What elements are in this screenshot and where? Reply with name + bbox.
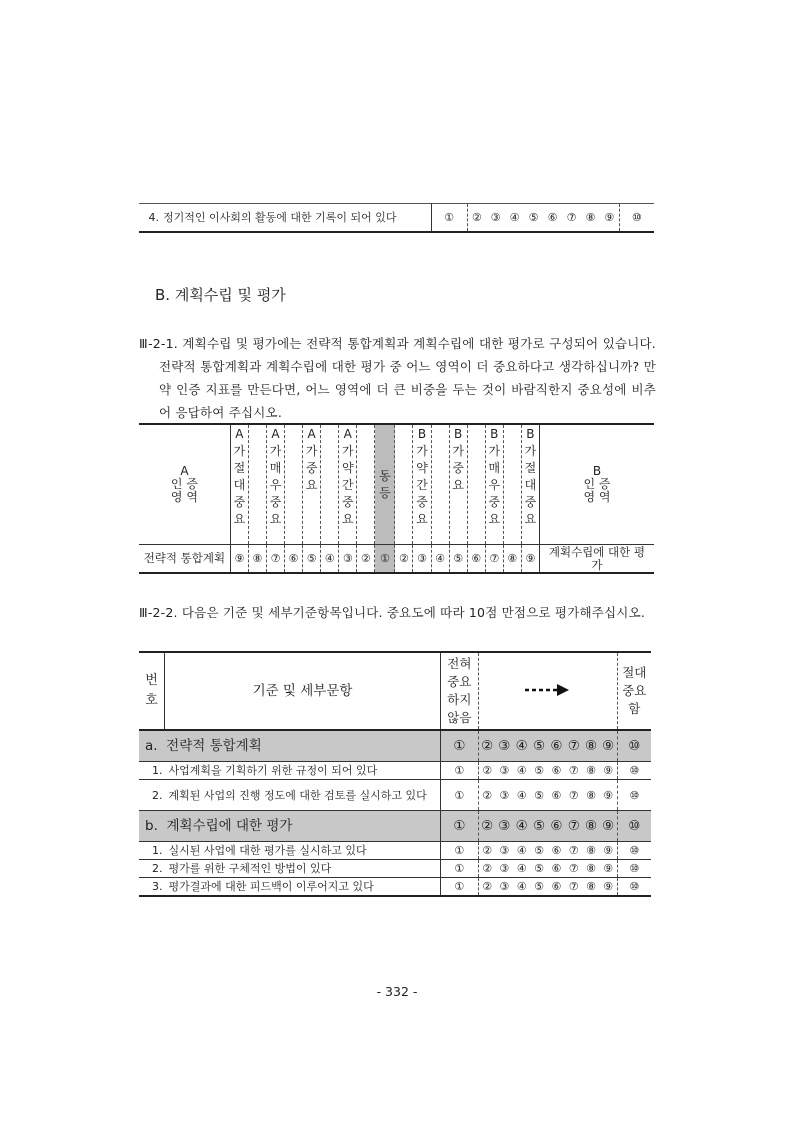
section-a-option-7[interactable]: ⑦ xyxy=(565,730,582,762)
rating-option-4[interactable]: ④ xyxy=(513,878,530,897)
col-b-slightly: B 가 약 간 중 요 xyxy=(413,424,431,545)
header-arrow xyxy=(478,652,617,730)
rating-option-7[interactable]: ⑦ xyxy=(565,842,582,860)
rating-option-2[interactable]: ② xyxy=(478,878,495,897)
question-2 xyxy=(139,601,656,624)
item-text: 계획된 사업의 진행 정도에 대한 검토를 실시하고 있다 xyxy=(165,780,441,811)
rating-option-5[interactable]: ⑤ xyxy=(530,842,547,860)
section-a-option-8[interactable]: ⑧ xyxy=(582,730,599,762)
rating-option-10[interactable]: ⑩ xyxy=(631,211,642,224)
pair-option-b6[interactable]: ⑥ xyxy=(467,545,485,574)
rating-option-9[interactable]: ⑨ xyxy=(600,762,617,780)
item-number: 2. xyxy=(139,860,165,878)
rating-option-2[interactable]: ② xyxy=(478,762,495,780)
rating-option-3[interactable]: ③ xyxy=(496,878,513,897)
section-row-a xyxy=(139,730,651,762)
rating-option-10[interactable]: ⑩ xyxy=(617,762,651,780)
criteria-rating-table xyxy=(139,651,651,897)
rating-option-6[interactable]: ⑥ xyxy=(548,860,565,878)
rating-option-10[interactable]: ⑩ xyxy=(617,842,651,860)
rating-option-10[interactable]: ⑩ xyxy=(617,878,651,897)
pair-option-b5[interactable]: ⑤ xyxy=(449,545,467,574)
pairwise-comparison-table xyxy=(139,423,654,574)
pair-option-a8[interactable]: ⑧ xyxy=(248,545,266,574)
section-a-option-3[interactable]: ③ xyxy=(496,730,513,762)
header-very-important: 절대 중요 함 xyxy=(617,652,651,730)
rating-option-9[interactable]: ⑨ xyxy=(600,842,617,860)
section-b-option-5[interactable]: ⑤ xyxy=(530,811,547,842)
rating-option-2[interactable]: ② xyxy=(478,780,495,811)
section-row-b xyxy=(139,811,651,842)
rating-option-8[interactable]: ⑧ xyxy=(582,878,599,897)
area-b-label: 계획수립에 대한 평가 xyxy=(548,544,646,572)
rating-option-1[interactable]: ① xyxy=(431,204,467,233)
rating-option-8[interactable]: ⑧ xyxy=(582,762,599,780)
item-text: 평가결과에 대한 피드백이 이루어지고 있다 xyxy=(165,878,441,897)
rating-option-1[interactable]: ① xyxy=(440,860,478,878)
rating-option-2[interactable]: ② xyxy=(478,860,495,878)
header-not-important: 전혀 중요 하지 않음 xyxy=(440,652,478,730)
question-2-label: Ⅲ-2-2. xyxy=(139,605,178,620)
pair-option-a3[interactable]: ③ xyxy=(339,545,357,574)
pair-option-b8[interactable]: ⑧ xyxy=(503,545,521,574)
rating-option-6[interactable]: ⑥ xyxy=(547,211,558,224)
item-number: 1. xyxy=(139,762,165,780)
rating-option-10[interactable]: ⑩ xyxy=(617,860,651,878)
item-text: 실시된 사업에 대한 평가를 실시하고 있다 xyxy=(165,842,441,860)
col-b-absolute: B 가 절 대 중 요 xyxy=(521,424,539,545)
rating-option-7[interactable]: ⑦ xyxy=(565,780,582,811)
pair-option-b2[interactable]: ② xyxy=(395,545,413,574)
pairwise-answer-row xyxy=(139,545,654,574)
rating-option-3[interactable]: ③ xyxy=(496,842,513,860)
pair-option-a7[interactable]: ⑦ xyxy=(266,545,284,574)
rating-option-1[interactable]: ① xyxy=(440,878,478,897)
row-text: 정기적인 이사회의 활동에 대한 기록이 되어 있다 xyxy=(161,204,431,233)
table-row xyxy=(139,860,651,878)
rating-option-3[interactable]: ③ xyxy=(496,780,513,811)
col-a-absolute: A 가 절 대 중 요 xyxy=(230,424,248,545)
rating-option-1[interactable]: ① xyxy=(440,762,478,780)
col-a-very: A 가 매 우 중 요 xyxy=(266,424,284,545)
section-heading: B. 계획수립 및 평가 xyxy=(155,286,286,304)
section-b-option-9[interactable]: ⑨ xyxy=(600,811,617,842)
pairwise-header-row xyxy=(139,424,654,545)
section-a-option-4[interactable]: ④ xyxy=(513,730,530,762)
pair-option-b4[interactable]: ④ xyxy=(431,545,449,574)
rating-option-5[interactable]: ⑤ xyxy=(530,780,547,811)
rating-option-6[interactable]: ⑥ xyxy=(548,762,565,780)
prior-rating-table xyxy=(139,203,654,233)
rating-option-4[interactable]: ④ xyxy=(513,780,530,811)
rating-option-7[interactable]: ⑦ xyxy=(565,762,582,780)
section-a-option-9[interactable]: ⑨ xyxy=(600,730,617,762)
item-number: 1. xyxy=(139,842,165,860)
rating-option-9[interactable]: ⑨ xyxy=(600,780,617,811)
rating-option-1[interactable]: ① xyxy=(440,842,478,860)
row-number: 4. xyxy=(148,211,159,224)
table-row xyxy=(139,204,654,233)
rating-option-4[interactable]: ④ xyxy=(513,860,530,878)
rating-option-7[interactable]: ⑦ xyxy=(566,211,577,224)
rating-option-4[interactable]: ④ xyxy=(513,842,530,860)
area-a-label: 전략적 통합계획 xyxy=(139,545,230,574)
section-b-option-2[interactable]: ② xyxy=(478,811,495,842)
item-text: 평가를 위한 구체적인 방법이 있다 xyxy=(165,860,441,878)
pair-option-a9[interactable]: ⑨ xyxy=(230,545,248,574)
rating-option-7[interactable]: ⑦ xyxy=(565,878,582,897)
section-a-option-5[interactable]: ⑤ xyxy=(530,730,547,762)
header-number: 번 호 xyxy=(139,652,165,730)
rating-option-5[interactable]: ⑤ xyxy=(530,860,547,878)
pair-option-b7[interactable]: ⑦ xyxy=(485,545,503,574)
question-1-text: 계획수립 및 평가에는 전략적 통합계획과 계획수립에 대한 평가로 구성되어 있습니다. 전략적 통합계획과 계획수립에 대한 평가 중 어느 영역이 더 중요하다고 생각하십니까? 만약 인증 지표를 만든다면, 어느 영역에 더 큰 비중을 두는 것이 바람직한지 중요성에 비추어 응답하여 주십시오. xyxy=(159,336,656,420)
rating-option-9[interactable]: ⑨ xyxy=(600,878,617,897)
item-number: 3. xyxy=(139,878,165,897)
section-b-option-1[interactable]: ① xyxy=(440,811,478,842)
rating-option-3[interactable]: ③ xyxy=(490,211,501,224)
rating-option-1[interactable]: ① xyxy=(440,780,478,811)
pair-option-a5[interactable]: ⑤ xyxy=(303,545,321,574)
question-2-text: 다음은 기준 및 세부기준항목입니다. 중요도에 따라 10점 만점으로 평가해주십시오. xyxy=(181,605,646,620)
pair-option-b9[interactable]: ⑨ xyxy=(521,545,539,574)
rating-option-7[interactable]: ⑦ xyxy=(565,860,582,878)
section-title: a. 전략적 통합계획 xyxy=(139,730,440,762)
section-b-option-3[interactable]: ③ xyxy=(496,811,513,842)
rating-option-6[interactable]: ⑥ xyxy=(548,842,565,860)
section-a-option-2[interactable]: ② xyxy=(478,730,495,762)
col-b-important: B 가 중 요 xyxy=(449,424,467,545)
rating-option-3[interactable]: ③ xyxy=(496,762,513,780)
question-1-label: Ⅲ-2-1. xyxy=(139,336,178,351)
page-number: - 332 - xyxy=(376,984,418,999)
table-row xyxy=(139,780,651,811)
section-a-option-10[interactable]: ⑩ xyxy=(617,730,651,762)
rating-option-8[interactable]: ⑧ xyxy=(582,860,599,878)
item-number: 2. xyxy=(139,780,165,811)
section-b-option-8[interactable]: ⑧ xyxy=(582,811,599,842)
rating-option-2[interactable]: ② xyxy=(478,842,495,860)
rating-option-2[interactable]: ② xyxy=(471,211,482,224)
section-b-option-7[interactable]: ⑦ xyxy=(565,811,582,842)
section-b-option-6[interactable]: ⑥ xyxy=(548,811,565,842)
table-row xyxy=(139,878,651,897)
arrow-right-icon xyxy=(523,683,573,697)
rating-option-8[interactable]: ⑧ xyxy=(585,211,596,224)
rating-option-5[interactable]: ⑤ xyxy=(528,211,539,224)
pair-option-a2[interactable]: ② xyxy=(357,545,375,574)
rating-option-3[interactable]: ③ xyxy=(496,860,513,878)
rating-option-4[interactable]: ④ xyxy=(513,762,530,780)
rating-option-9[interactable]: ⑨ xyxy=(600,204,619,233)
pair-option-equal[interactable]: ① xyxy=(375,545,395,574)
pair-option-b3[interactable]: ③ xyxy=(413,545,431,574)
question-1 xyxy=(139,332,656,424)
col-a-important: A 가 중 요 xyxy=(303,424,321,545)
item-text: 사업계획을 기획하기 위한 규정이 되어 있다 xyxy=(165,762,441,780)
pair-option-a4[interactable]: ④ xyxy=(321,545,339,574)
rating-option-8[interactable]: ⑧ xyxy=(582,842,599,860)
rating-option-6[interactable]: ⑥ xyxy=(548,878,565,897)
col-b-very: B 가 매 우 중 요 xyxy=(485,424,503,545)
section-a-option-1[interactable]: ① xyxy=(440,730,478,762)
area-b-header: B 인 증 영 역 xyxy=(583,464,611,504)
rating-option-8[interactable]: ⑧ xyxy=(582,780,599,811)
col-a-slightly: A 가 약 간 중 요 xyxy=(339,424,357,545)
pair-option-a6[interactable]: ⑥ xyxy=(285,545,303,574)
table-row xyxy=(139,762,651,780)
rating-option-10[interactable]: ⑩ xyxy=(617,780,651,811)
rating-option-6[interactable]: ⑥ xyxy=(548,780,565,811)
section-b-option-4[interactable]: ④ xyxy=(513,811,530,842)
rating-option-5[interactable]: ⑤ xyxy=(530,762,547,780)
rating-header-row xyxy=(139,652,651,730)
area-a-header: A 인 증 영 역 xyxy=(139,424,230,545)
col-equal: 동 등 xyxy=(375,424,395,545)
rating-option-9[interactable]: ⑨ xyxy=(600,860,617,878)
section-b-option-10[interactable]: ⑩ xyxy=(617,811,651,842)
header-criteria: 기준 및 세부문항 xyxy=(165,652,441,730)
section-title: b. 계획수립에 대한 평가 xyxy=(139,811,440,842)
section-a-option-6[interactable]: ⑥ xyxy=(548,730,565,762)
rating-option-5[interactable]: ⑤ xyxy=(530,878,547,897)
table-row xyxy=(139,842,651,860)
rating-option-4[interactable]: ④ xyxy=(509,211,520,224)
